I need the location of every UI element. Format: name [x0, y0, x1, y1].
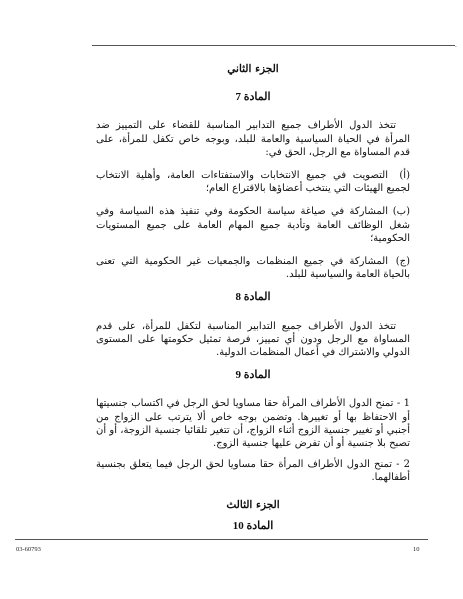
article-7-item-a: [96, 169, 410, 195]
document-body: [96, 63, 410, 548]
article-10-heading: المادة 10: [232, 519, 274, 532]
footer-rule: [15, 539, 428, 540]
item-text: التصويت في جميع الانتخابات والاستفتاءات العامة، وأهلية الانتخاب لجميع الهيئات التي ينتخب أعضاؤها بالاقتراع العام؛: [96, 170, 410, 195]
item-label: (ج): [395, 256, 410, 268]
para-number: 1 -: [396, 398, 411, 410]
header-rule: [92, 45, 455, 46]
para-text: تمنح الدول الأطراف المرأة حقا مساويا لحق الرجل في اكتساب جنسيتها أو الاحتفاظ بها أو تغييرها. وتضمن بوجه خاص ألا يترتب على الزواج من أجنبي أو تغيير جنسية الزوج أثناء الزواج، أن تتغير تلقائيا جنسية الزوجة، أو أن تصبح بلا جنسية أو أن تفرض عليها جنسية الزوج.: [96, 398, 410, 450]
article-8-text: تتخذ الدول الأطراف جميع التدابير المناسبة لتكفل للمرأة، على قدم المساواة مع الرجل ودون أي تمييز، فرصة تمثيل حكومتها على المستوى الدولي والاشتراك في أعمال المنظمات الدولية.: [96, 320, 410, 359]
part-three-heading: الجزء الثالث: [226, 498, 280, 511]
article-7-item-c: [96, 255, 410, 281]
item-label: (أ): [399, 170, 410, 182]
article-8-heading: المادة 8: [235, 291, 271, 304]
article-7-intro: تتخذ الدول الأطراف جميع التدابير المناسبة للقضاء على التمييز ضد المرأة في الحياة السياسية والعامة للبلد، وبوجه خاص تكفل للمرأة، على قدم المساواة مع الرجل، الحق في:: [96, 120, 410, 158]
page-number: 10: [413, 546, 420, 553]
article-7-item-b: [96, 205, 410, 245]
article-7-heading: المادة 7: [235, 91, 271, 104]
para-text: تمنح الدول الأطراف المرأة حقا مساويا لحق الرجل فيما يتعلق بجنسية أطفالهما.: [96, 459, 410, 484]
item-label: (ب): [392, 206, 410, 218]
header-mark: .: [455, 42, 457, 49]
part-two-heading: الجزء الثاني: [227, 63, 279, 75]
article-9-para-2: [96, 458, 410, 484]
para-number: 2 -: [396, 459, 410, 471]
item-text: المشاركة في جميع المنظمات والجمعيات غير الحكومية التي تعنى بالحياة العامة والسياسية للبلد.: [96, 256, 410, 281]
document-code: 03-60793: [16, 546, 41, 553]
article-9-heading: المادة 9: [235, 369, 271, 382]
item-text: المشاركة في صياغة سياسة الحكومة وفي تنفيذ هذه السياسة وفي شغل الوظائف العامة وتأدية جميع المهام العامة على جميع المستويات الحكومية؛: [96, 206, 410, 244]
article-9-para-1: [96, 397, 410, 450]
